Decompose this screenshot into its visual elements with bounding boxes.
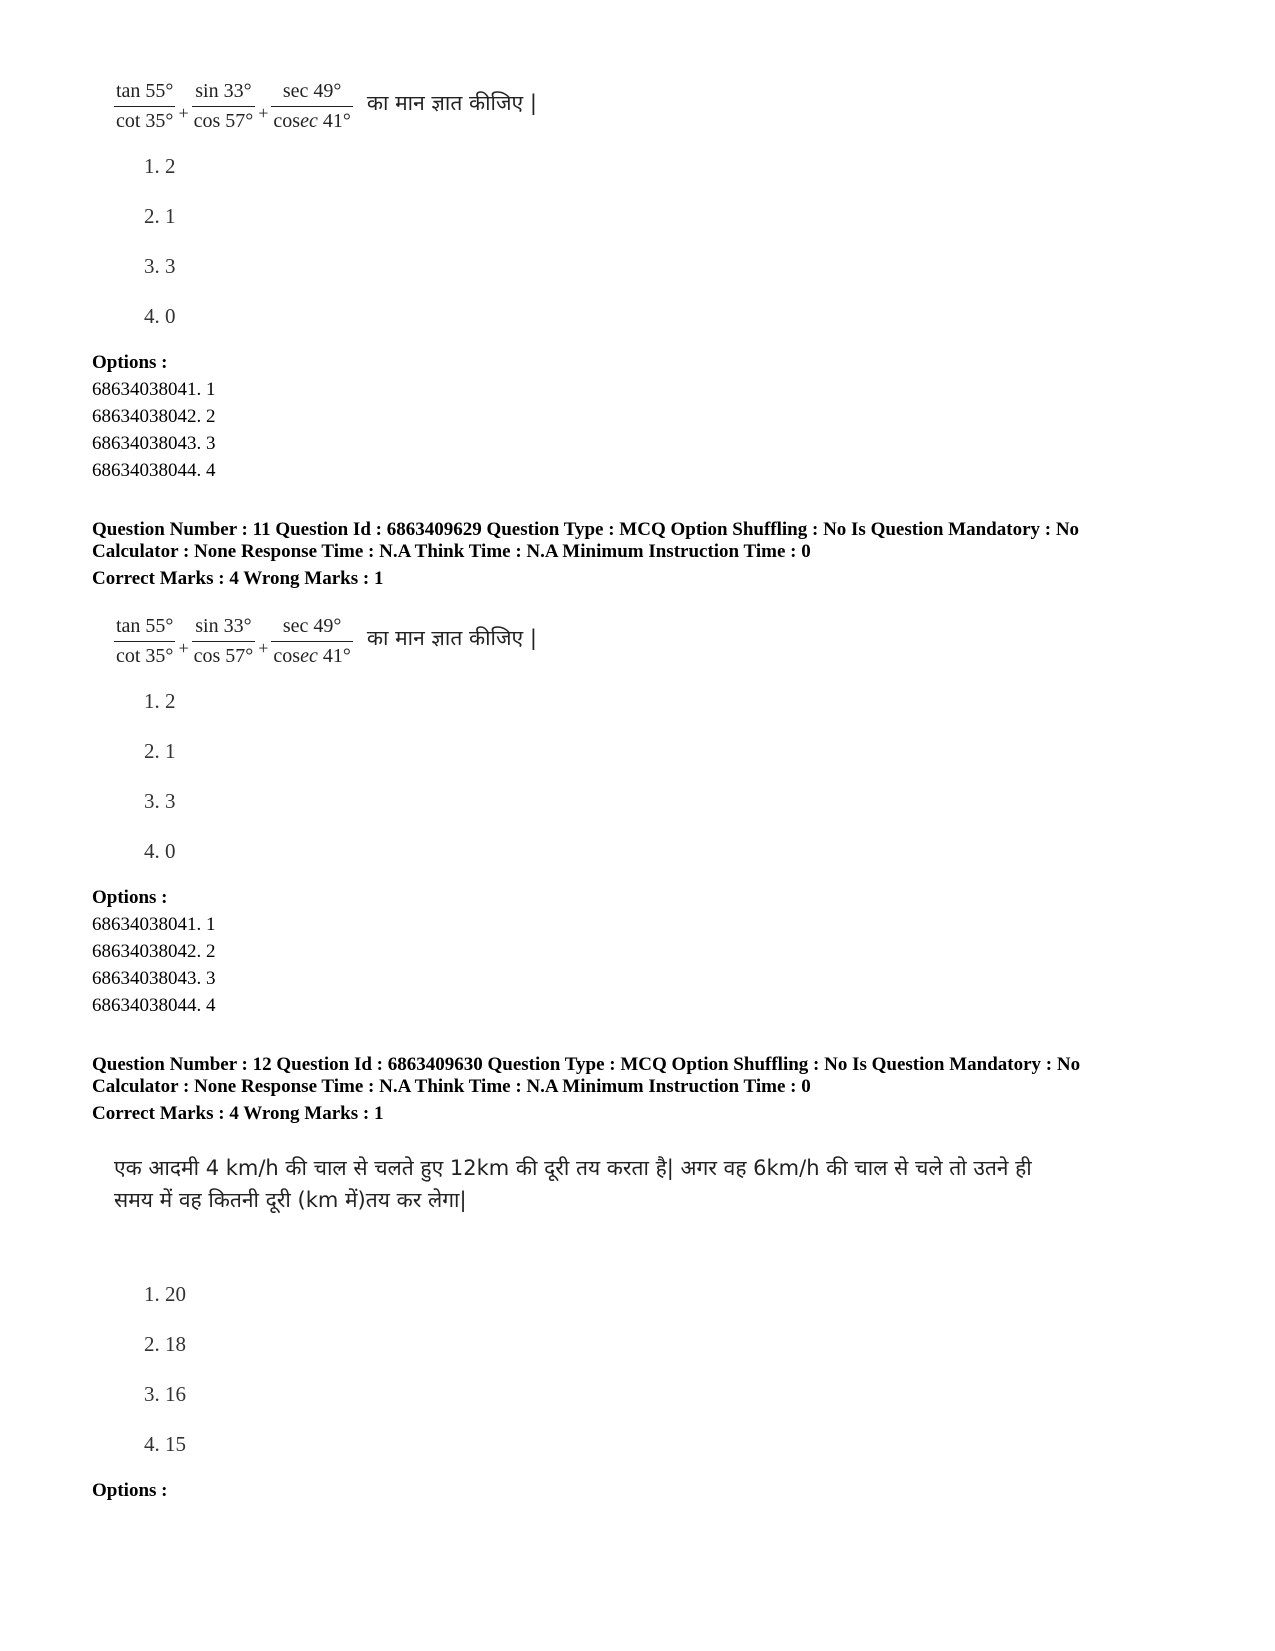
option-row: 68634038041. 1 xyxy=(92,379,216,400)
question-10-formula: $\frac{\tan 55^\circ}{\cot 35^\circ}$ + $\frac{\sin 33^\circ}{\cos 57^\circ}$ + $\frac{\sec 49^\circ}{cosec 41^\circ}$ का मान ज्ञात कीजिए | xyxy=(116,79,537,132)
figure-option-1: 1. 20 xyxy=(144,1282,186,1306)
fraction-sec-cosec: $\frac{\sec 49^\circ}{cosec 41^\circ}$ xyxy=(273,614,351,667)
figure-option-1: 1. 2 xyxy=(144,689,176,713)
figure-option-4: 4. 15 xyxy=(144,1432,186,1456)
fraction-tan-cot: $\frac{\tan 55^\circ}{\cot 35^\circ}$ xyxy=(116,79,174,132)
figure-option-4: 4. 0 xyxy=(144,304,176,328)
option-row: 68634038044. 4 xyxy=(92,995,216,1016)
question-11-text: का मान ज्ञात कीजिए | xyxy=(366,626,537,650)
fraction-tan-cot: $\frac{\tan 55^\circ}{\cot 35^\circ}$ xyxy=(116,614,174,667)
question-12-marks: Correct Marks : 4 Wrong Marks : 1 xyxy=(92,1103,384,1124)
question-12-meta: Calculator : None Response Time : N.A Think Time : N.A Minimum Instruction Time : 0 xyxy=(92,1076,811,1097)
options-label: Options : xyxy=(92,352,168,373)
option-row: 68634038044. 4 xyxy=(92,460,216,481)
question-12-line-1: एक आदमी 4 km/h की चाल से चलते हुए 12km की दूरी तय करता है| अगर वह 6km/h की चाल से चले तो उतने ही xyxy=(114,1156,1032,1180)
fraction-sin-cos: $\frac{\sin 33^\circ}{\cos 57^\circ}$ xyxy=(193,79,254,132)
figure-option-4: 4. 0 xyxy=(144,839,176,863)
option-row: 68634038041. 1 xyxy=(92,914,216,935)
question-11-header: Question Number : 11 Question Id : 6863409629 Question Type : MCQ Option Shuffling : No Is Question Mandatory : No xyxy=(92,519,1080,540)
question-10-text: का मान ज्ञात कीजिए | xyxy=(366,91,537,115)
question-11-marks: Correct Marks : 4 Wrong Marks : 1 xyxy=(92,568,384,589)
option-row: 68634038043. 3 xyxy=(92,968,216,989)
fraction-sin-cos: $\frac{\sin 33^\circ}{\cos 57^\circ}$ xyxy=(193,614,254,667)
figure-option-2: 2. 1 xyxy=(144,739,176,763)
option-row: 68634038042. 2 xyxy=(92,941,216,962)
question-12-text xyxy=(114,1152,1094,1216)
figure-option-1: 1. 2 xyxy=(144,154,176,178)
figure-option-3: 3. 3 xyxy=(144,254,176,278)
options-label: Options : xyxy=(92,1480,168,1501)
figure-option-2: 2. 18 xyxy=(144,1332,186,1356)
figure-option-3: 3. 3 xyxy=(144,789,176,813)
question-12-line-2: समय में वह कितनी दूरी (km में)तय कर लेगा| xyxy=(114,1188,467,1212)
question-11-meta: Calculator : None Response Time : N.A Think Time : N.A Minimum Instruction Time : 0 xyxy=(92,541,811,562)
option-row: 68634038043. 3 xyxy=(92,433,216,454)
figure-option-3: 3. 16 xyxy=(144,1382,186,1406)
figure-option-2: 2. 1 xyxy=(144,204,176,228)
question-11-formula: $\frac{\tan 55^\circ}{\cot 35^\circ}$ + $\frac{\sin 33^\circ}{\cos 57^\circ}$ + $\frac{\sec 49^\circ}{cosec 41^\circ}$ का मान ज्ञात कीजिए | xyxy=(116,614,537,667)
fraction-sec-cosec: $\frac{\sec 49^\circ}{cosec 41^\circ}$ xyxy=(273,79,351,132)
question-12-header: Question Number : 12 Question Id : 6863409630 Question Type : MCQ Option Shuffling : No Is Question Mandatory : No xyxy=(92,1054,1081,1075)
option-row: 68634038042. 2 xyxy=(92,406,216,427)
options-label: Options : xyxy=(92,887,168,908)
